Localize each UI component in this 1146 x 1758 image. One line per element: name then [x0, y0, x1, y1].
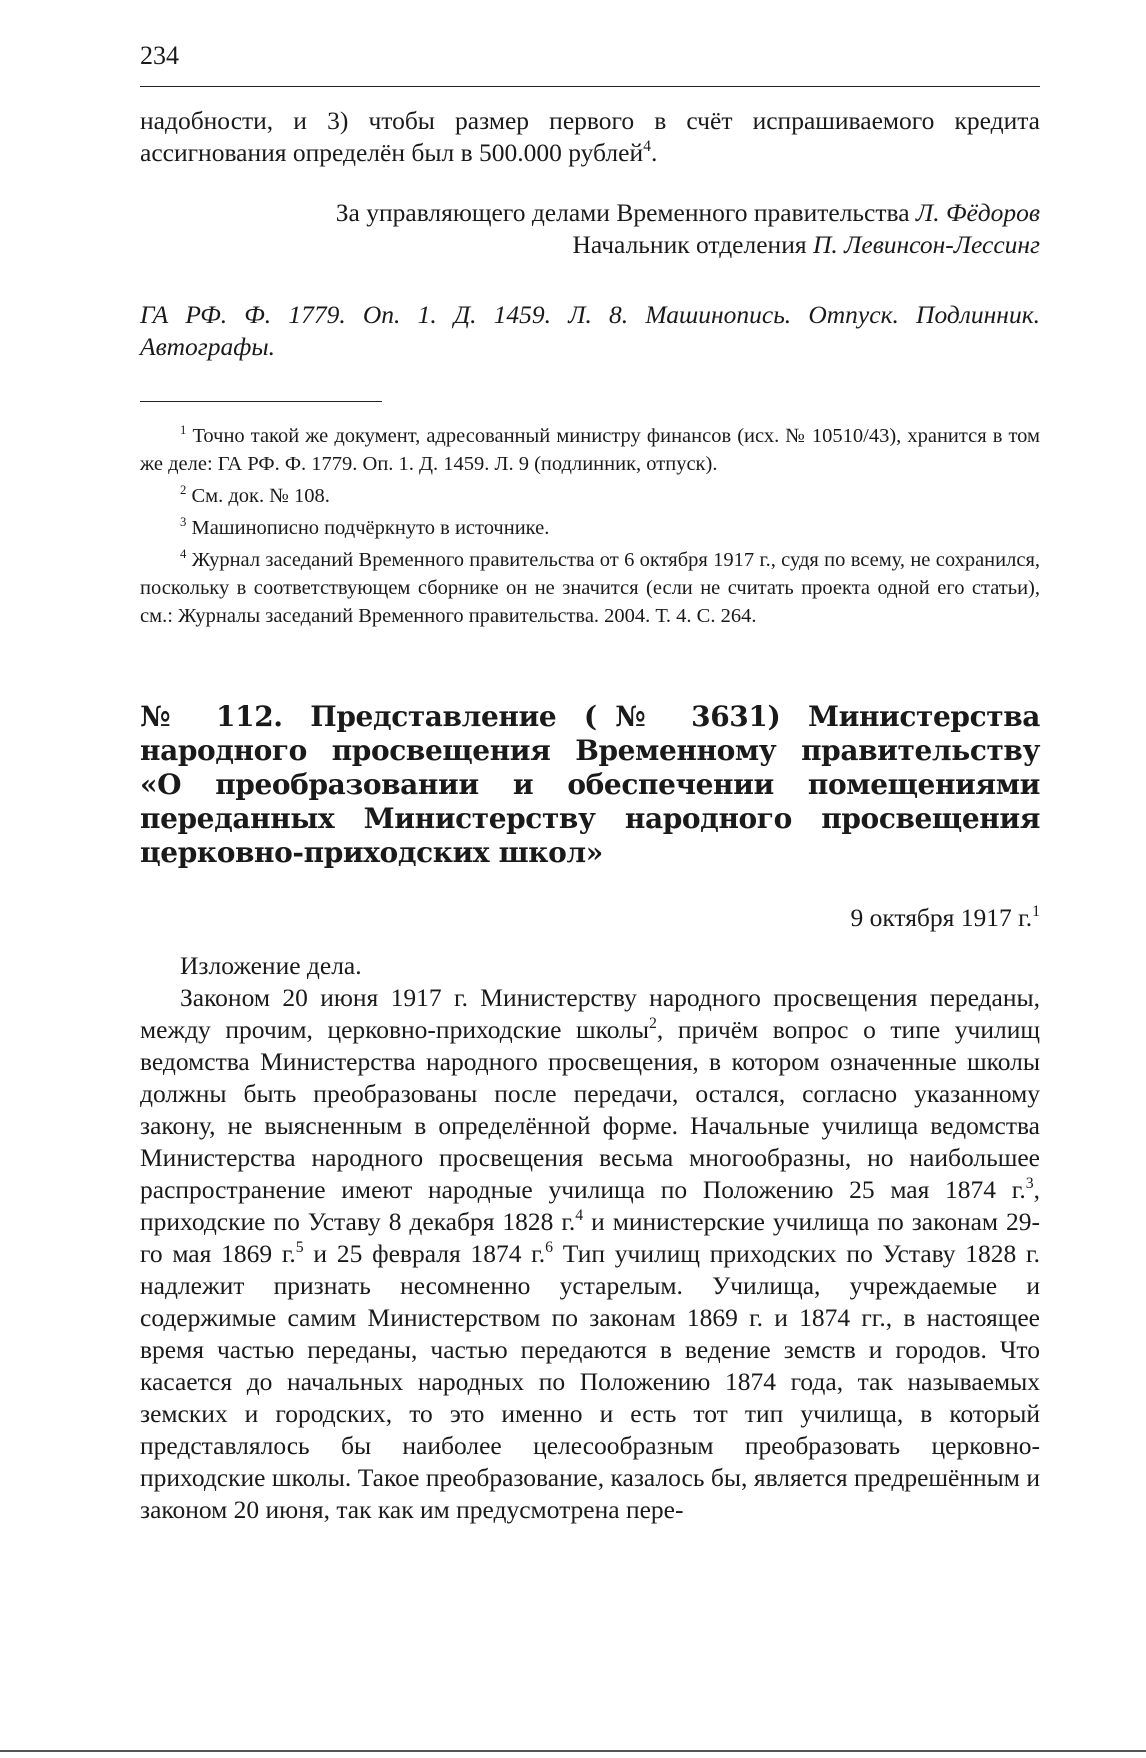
footnote-ref: 6	[545, 1238, 554, 1256]
opening-end: .	[651, 138, 658, 167]
footnote	[140, 482, 1040, 510]
footnote-text: Точно такой же документ, адресованный министру финансов (исх. № 10510/43), хранится в том же деле: ГА РФ. Ф. 1779. Оп. 1. Д. 1459. Л. 9 (подлинник, отпуск).	[140, 425, 1040, 475]
signature-name: П. Левинсон-Лессинг	[812, 230, 1040, 259]
section-label: Изложение дела.	[180, 951, 362, 980]
footnote-ref: 3	[1025, 1174, 1034, 1192]
footnotes	[140, 422, 1040, 630]
body-text: Тип училищ приходских по Уставу 1828 г. надлежит признать несомненно устарелым. Училища, учреждаемые и содержимые самим Министерством по законам 1869 г. и 1874 гг., в настоящее время частью переданы, частью передаются в ведение земств и городов. Что касается до начальных народных по Положению 1874 года, так называемых земских и городских, то это именно и есть тот тип училища, в который представлялось бы наиболее целесообразным преобразовать церковно-приходские школы. Такое преобразование, казалось бы, является предрешённым и законом 20 июня, так как им предусмотрена пере-	[140, 1239, 1041, 1524]
footnote-number: 3	[180, 514, 187, 529]
signature-block	[140, 197, 1040, 261]
footnote-ref: 1	[1032, 902, 1040, 920]
body-paragraph	[140, 982, 1040, 1526]
document-date	[140, 902, 1040, 934]
footnote	[140, 422, 1040, 478]
footnote-ref: 4	[575, 1206, 584, 1224]
footnote-ref: 5	[295, 1238, 304, 1256]
body-text: Законом 20 июня 1917 г. Министерству народного просвещения переданы, между прочим, церковно-приходские школы	[140, 983, 1040, 1044]
document-heading: № 112. Представление (№ 3631) Министерства народного просвещения Временному правительству «О преобразовании и обеспечении помещениями переданных Министерству народного просвещения церковно-приходских школ»	[140, 700, 1040, 869]
archive-reference: ГА РФ. Ф. 1779. Оп. 1. Д. 1459. Л. 8. Машинопись. Отпуск. Подлинник. Автографы.	[140, 300, 1040, 361]
footnote-ref: 4	[643, 137, 651, 155]
footnote-separator	[140, 401, 382, 402]
scan-bottom-edge	[0, 1750, 1146, 1752]
footnote	[140, 514, 1040, 542]
footnote-text: См. док. № 108.	[191, 485, 330, 507]
footnote-text: Машинописно подчёркнуто в источнике.	[191, 517, 550, 539]
body-text: и министерские училища по законам 29-го мая 1869 г.	[140, 1207, 1041, 1268]
book-page	[140, 40, 1040, 1526]
signature-line	[140, 197, 1040, 229]
body-text: , приходские по Уставу 8 декабря 1828 г.	[140, 1175, 1040, 1236]
footnote-text: Журнал заседаний Временного правительства от 6 октября 1917 г., судя по всему, не сохранился, поскольку в соответствующем сборнике он не значится (если не считать проекта одной его статьи), см.: Журналы заседаний Временного правительства. 2004. Т. 4. С. 264.	[140, 549, 1040, 627]
body-text: , причём вопрос о типе училищ ведомства Министерства народного просвещения, в котором означенные школы должны быть преобразованы после передачи, остался, согласно указанному закону, не выясненным в определённой форме. Начальные училища ведомства Министерства народного просвещения весьма многообразны, но наибольшее распространение имеют народные училища по Положению 25 мая 1874 г.	[140, 1015, 1040, 1204]
footnote-number: 1	[180, 422, 187, 437]
signature-title: За управляющего делами Временного правительства	[335, 198, 916, 227]
signature-line	[140, 229, 1040, 261]
header-rule	[140, 86, 1040, 87]
page-number: 234	[140, 41, 179, 70]
body-text: и 25 февраля 1874 г.	[303, 1239, 546, 1268]
signature-name: Л. Фёдоров	[915, 198, 1040, 227]
date-text: 9 октября 1917 г.	[850, 903, 1033, 932]
footnote-number: 2	[180, 482, 187, 497]
footnote-number: 4	[180, 546, 187, 561]
footnote-ref: 2	[649, 1014, 657, 1032]
opening-text: надобности, и 3) чтобы размер первого в счёт испрашиваемого кредита ассигнования определён был в 500.000 рублей	[140, 106, 1040, 167]
signature-title: Начальник отделения	[572, 230, 813, 259]
opening-paragraph	[140, 105, 1040, 169]
footnote	[140, 546, 1040, 630]
